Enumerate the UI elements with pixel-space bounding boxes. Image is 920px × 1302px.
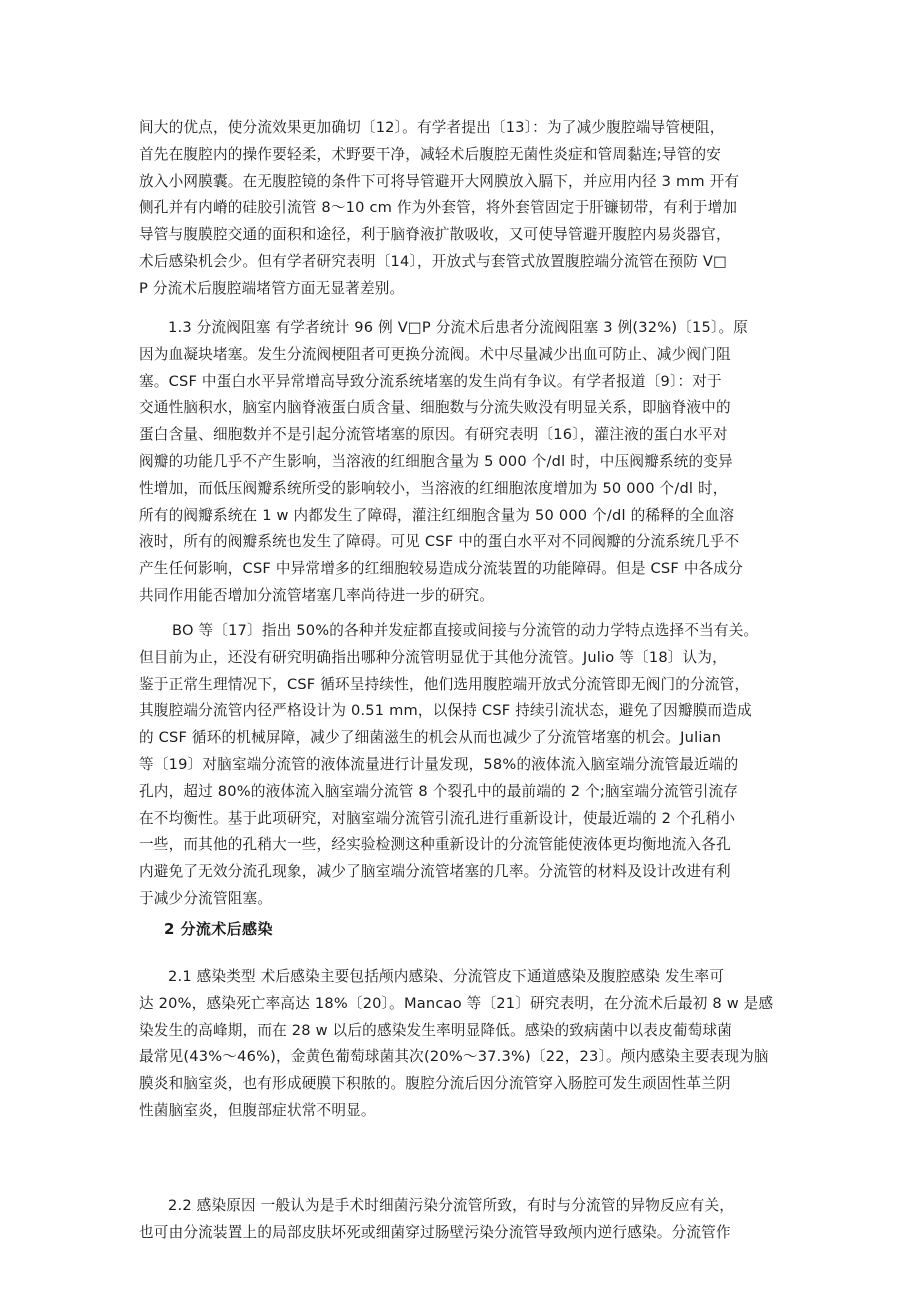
text-line: 孔内，超过 80%的液体流入脑室端分流管 8 个裂孔中的最前端的 2 个;脑室端分流管引流存: [139, 782, 739, 800]
paragraph-ventricle-abdominal: [139, 115, 789, 303]
text-line: 放入小网膜囊。在无腹腔镜的条件下可将导管避开大网膜放入膈下，并应用内径 3 mm 开有: [139, 172, 740, 190]
text-line: 一些，而其他的孔稍大一些，经实验检测这种重新设计的分流管能使液体更均衡地流入各孔: [139, 836, 731, 854]
text-line: 共同作用能否增加分流管堵塞几率尚待进一步的研究。: [139, 586, 495, 604]
text-line: 的 CSF 循环的机械屏障，减少了细菌滋生的机会从而也减少了分流管堵塞的机会。Julian: [139, 729, 722, 747]
text-line: 染发生的高峰期，而在 28 w 以后的感染发生率明显降低。感染的致病菌中以表皮葡萄球菌: [139, 1021, 732, 1039]
text-line: 2.2 感染原因 一般认为是手术时细菌污染分流管所致，有时与分流管的异物反应有关，: [168, 1197, 735, 1214]
text-line: 性增加，而低压阀瓣系统所受的影响较小，当溶液的红细胞浓度增加为 50 000 个/dl 时，: [139, 479, 728, 497]
text-line: 最常见(43%～46%)，金黄色葡萄球菌其次(20%～37.3%)〔22，23〕。颅内感染主要表现为脑: [139, 1048, 769, 1066]
text-line: 产生任何影响，CSF 中异常增多的红细胞较易造成分流装置的功能障碍。但是 CSF 中各成分: [139, 560, 743, 578]
text-line: 因为血凝块堵塞。发生分流阀梗阻者可更换分流阀。术中尽量减少出血可防止、减少阀门阻: [139, 345, 731, 363]
text-line: 蛋白含量、细胞数并不是引起分流管堵塞的原因。有研究表明〔16〕，灌注液的蛋白水平对: [139, 426, 728, 444]
paragraph-shunt-dynamics: [139, 618, 789, 913]
text-line: 达 20%，感染死亡率高达 18%〔20〕。Mancao 等〔21〕研究表明，在分流术后最初 8 w 是感: [139, 994, 774, 1012]
text-line: 术后感染机会少。但有学者研究表明〔14〕，开放式与套管式放置腹腔端分流管在预防 V□: [139, 252, 728, 270]
text-line: 鉴于正常生理情况下，CSF 循环呈持续性，他们选用腹腔端开放式分流管即无阀门的分流管，: [139, 675, 750, 693]
text-line: 其腹腔端分流管内径严格设计为 0.51 mm，以保持 CSF 持续引流状态，避免了因瓣膜而造成: [139, 702, 752, 720]
text-line: 阀瓣的功能几乎不产生影响，当溶液的红细胞含量为 5 000 个/dl 时，中压阀瓣系统的变异: [139, 452, 733, 470]
section-heading: 2 分流术后感染: [164, 920, 273, 938]
text-line: BO 等〔17〕指出 50%的各种并发症都直接或间接与分流管的动力学特点选择不当有关。: [172, 622, 759, 639]
text-line: 交通性脑积水，脑室内脑脊液蛋白质含量、细胞数与分流失败没有明显关系，即脑脊液中的: [139, 399, 731, 417]
text-line: 塞。CSF 中蛋白水平异常增高导致分流系统堵塞的发生尚有争议。有学者报道〔9〕：对于: [139, 372, 722, 390]
paragraph-infection-types: [139, 964, 789, 1125]
text-line: P 分流术后腹腔端堵管方面无显著差别。: [139, 279, 405, 297]
text-line: 内避免了无效分流孔现象，减少了脑室端分流管堵塞的几率。分流管的材料及设计改进有利: [139, 863, 731, 881]
text-line: 导管与腹膜腔交通的面积和途径，利于脑脊液扩散吸收，又可使导管避开腹腔内易炎器官，: [139, 226, 731, 244]
text-line: 液时，所有的阀瓣系统也发生了障碍。可见 CSF 中的蛋白水平对不同阀瓣的分流系统几乎不: [139, 533, 740, 551]
text-line: 侧孔并有内嵴的硅胶引流管 8～10 cm 作为外套管，将外套管固定于肝镰韧带，有利于增加: [139, 199, 738, 217]
paragraph-infection-causes: [139, 1193, 789, 1247]
text-line: 间大的优点，使分流效果更加确切〔12〕。有学者提出〔13〕：为了减少腹腔端导管梗阻，: [139, 119, 725, 136]
text-line: 但目前为止，还没有研究明确指出哪种分流管明显优于其他分流管。Julio 等〔18〕认为，: [139, 648, 727, 666]
text-line: 等〔19〕对脑室端分流管的液体流量进行计量发现，58%的液体流入脑室端分流管最近端的: [139, 755, 739, 773]
text-line: 性菌脑室炎，但腹部症状常不明显。: [139, 1101, 376, 1119]
text-line: 首先在腹腔内的操作要轻柔，术野要干净，减轻术后腹腔无菌性炎症和管周黏连;导管的安: [139, 145, 722, 163]
text-line: 也可由分流装置上的局部皮肤坏死或细菌穿过肠壁污染分流管导致颅内逆行感染。分流管作: [139, 1223, 731, 1241]
text-line: 膜炎和脑室炎，也有形成硬膜下积脓的。腹腔分流后因分流管穿入肠腔可发生顽固性革兰阴: [139, 1075, 731, 1093]
text-line: 1.3 分流阀阻塞 有学者统计 96 例 V□P 分流术后患者分流阀阻塞 3 例(32%)〔15〕。原: [168, 319, 749, 336]
text-line: 于减少分流管阻塞。: [139, 889, 273, 907]
paragraph-valve-obstruction: [139, 315, 789, 610]
text-line: 在不均衡性。基于此项研究，对脑室端分流管引流孔进行重新设计，使最近端的 2 个孔稍小: [139, 809, 736, 827]
text-line: 所有的阀瓣系统在 1 w 内都发生了障碍，灌注红细胞含量为 50 000 个/dl 的稀释的全血溶: [139, 506, 735, 524]
text-line: 2.1 感染类型 术后感染主要包括颅内感染、分流管皮下通道感染及腹腔感染 发生率可: [168, 968, 725, 985]
